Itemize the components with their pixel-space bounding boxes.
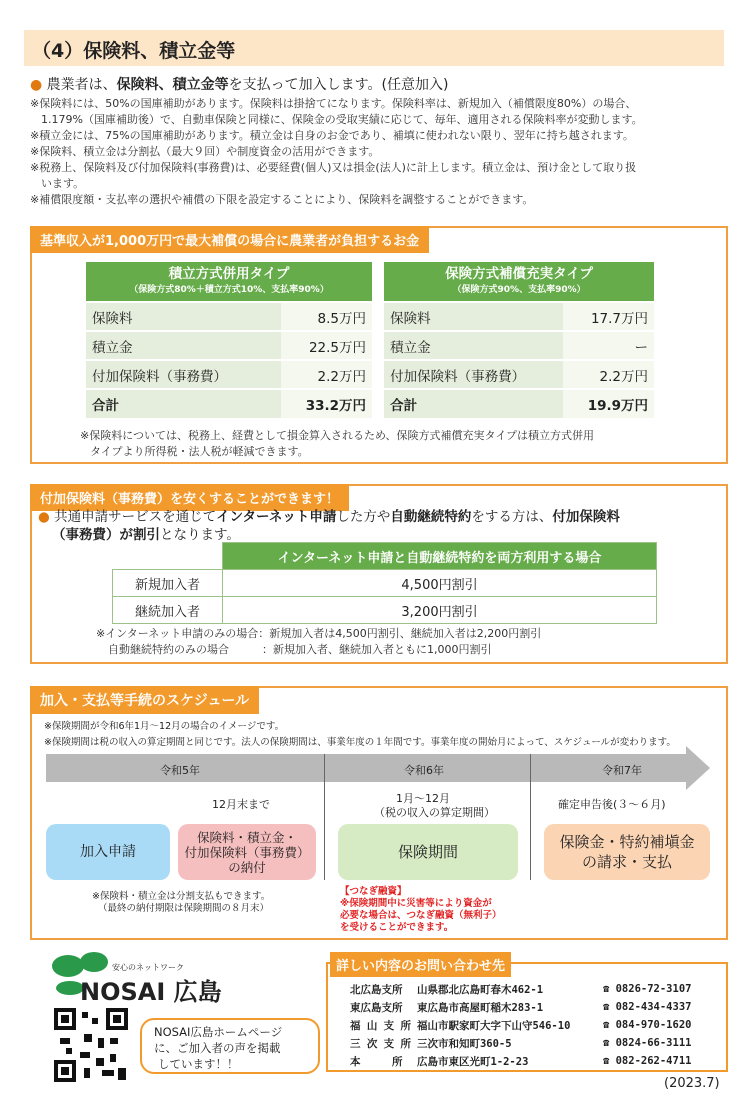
discount-note-1: ※インターネット申請のみの場合：新規加入者は4,500円割引、継続加入者は2,200円割引 <box>96 627 542 640</box>
apply-box: 加入申請 <box>46 824 170 880</box>
note-line: ※税務上、保険料及び付加保険料(事務費)は、必要経費(個人)又は損金(法人)に計上します。積立金は、預け金として取り扱 <box>30 161 637 174</box>
schedule-note-1: ※保険期間が令和6年1月～12月の場合のイメージです。 <box>44 721 285 732</box>
discount-table-header: インターネット申請と自動継続特約を両方利用する場合 <box>223 543 657 570</box>
pay-note-1: ※保険料・積立金は分割支払もできます。 <box>92 891 271 902</box>
table-row: 合計 33.2万円 合計 19.9万円 <box>86 389 654 418</box>
payment-box: 保険料・積立金・ 付加保険料（事務費） の納付 <box>178 824 316 880</box>
homepage-bubble: NOSAI広島ホームページ に、ご加入者の声を掲載 しています！！ <box>140 1018 320 1074</box>
table-row: 新規加入者 4,500円割引 <box>113 570 657 597</box>
note-line: います。 <box>30 177 85 190</box>
period-sub-label: （税の収入の算定期間） <box>374 806 495 819</box>
after-label: 確定申告後(３～６月) <box>558 798 666 811</box>
pay-note-2: （最終の納付期限は保険期間の８月末） <box>98 903 270 914</box>
issue-date: (2023.7) <box>664 1076 720 1091</box>
note-line: 1.179%（国庫補助後）で、自動車保険と同様に、保険金の受取実績に応じて、毎年、適用される保険料率が変動します。 <box>30 113 643 126</box>
year-label: 令和5年 <box>160 764 200 777</box>
note-line: ※補償限度額・支払率の選択や補償の下限を設定することにより、保険料を調整することができます。 <box>30 193 534 206</box>
note-line: ※積立金には、75%の国庫補助があります。積立金は自身のお金であり、補填に使われない限り、翌年に持ち越されます。 <box>30 129 634 142</box>
contact-row: 福 山 支 所 福山市駅家町大字下山守546-10 ☎ 084-970-1620 <box>350 1019 692 1032</box>
logo-name: NOSAI 広島 <box>80 978 222 1006</box>
contact-title: 詳しい内容のお問い合わせ先 <box>330 952 511 977</box>
schedule-note-2: ※保険期間は税の収入の算定期間と同じです。法人の保険期間は、事業年度の１年間です。事業年度の開始月によって、スケジュールが変わります。 <box>44 737 676 748</box>
deadline-label: 12月末まで <box>212 798 270 811</box>
logo-tagline: 安心のネットワーク <box>112 963 184 972</box>
table-row: 積立金 22.5万円 積立金 ー <box>86 331 654 360</box>
tsunagi-note: 【つなぎ融資】 ※保険期間中に災害等により資金が 必要な場合は、つなぎ融資（無利子） を受けることができます。 <box>340 886 502 933</box>
discount-text: ● 共通申請サービスを通じてインターネット申請した方や自動継続特約をする方は、付加保険料 （事務費）が割引となります。 <box>38 509 620 543</box>
table-row: 保険料 8.5万円 保険料 17.7万円 <box>86 302 654 331</box>
burden-section-tag: 基準収入が1,000万円で最大補償の場合に農業者が負担するお金 <box>30 226 429 253</box>
claim-box: 保険金・特約補塡金 の請求・支払 <box>544 824 710 880</box>
contact-row: 本 所 広島市東区光町1-2-23 ☎ 082-262-4711 <box>350 1055 692 1068</box>
contact-table <box>350 980 697 1070</box>
notes-list <box>30 96 730 208</box>
period-label: 1月～12月 <box>396 792 450 805</box>
type-b-header: 保険方式補償充実タイプ （保険方式90%、支払率90%） <box>384 262 654 302</box>
lead-text: ● 農業者は、保険料、積立金等を支払って加入します。(任意加入) <box>30 77 449 93</box>
burden-table <box>86 262 654 418</box>
note-line: ※保険料には、50%の国庫補助があります。保険料は掛捨てになります。保険料率は、新規加入（補償限度80%）の場合、 <box>30 97 637 110</box>
note-line: ※保険料、積立金は分割払（最大９回）や制度資金の活用ができます。 <box>30 145 380 158</box>
type-a-header: 積立方式併用タイプ （保険方式80%＋積立方式10%、支払率90%） <box>86 262 372 302</box>
discount-section-tag: 付加保険料（事務費）を安くすることができます！ <box>30 484 349 511</box>
table-row: 付加保険料（事務費） 2.2万円 付加保険料（事務費） 2.2万円 <box>86 360 654 389</box>
burden-note-2: タイプより所得税・法人税が軽減できます。 <box>90 445 309 458</box>
schedule-section-tag: 加入・支払等手続のスケジュール <box>30 686 259 714</box>
timeline-arrow <box>46 754 686 782</box>
contact-row: 三 次 支 所 三次市和知町360-5 ☎ 0824-66-3111 <box>350 1037 692 1050</box>
discount-note-2: 自動継続特約のみの場合 ：新規加入者、継続加入者ともに1,000円割引 <box>108 643 492 656</box>
contact-row: 北広島支所 山県郡北広島町春木462-1 ☎ 0826-72-3107 <box>350 983 692 996</box>
qr-code[interactable] <box>54 1008 128 1082</box>
burden-note-1: ※保険料については、税務上、経費として損金算入されるため、保険方式補償充実タイプは積立方式併用 <box>80 429 595 442</box>
divider <box>530 754 531 880</box>
table-row: 継続加入者 3,200円割引 <box>113 597 657 624</box>
divider <box>324 754 325 880</box>
year-label: 令和7年 <box>602 764 642 777</box>
year-label: 令和6年 <box>404 764 444 777</box>
contact-row: 東広島支所 東広島市高屋町稲木283-1 ☎ 082-434-4337 <box>350 1001 692 1014</box>
timeline-arrow-head <box>686 746 710 790</box>
period-box: 保険期間 <box>338 824 518 880</box>
discount-table <box>112 542 657 624</box>
bullet-icon: ● <box>38 509 50 525</box>
section-title: （4）保険料、積立金等 <box>32 40 236 62</box>
bullet-icon: ● <box>30 77 43 93</box>
